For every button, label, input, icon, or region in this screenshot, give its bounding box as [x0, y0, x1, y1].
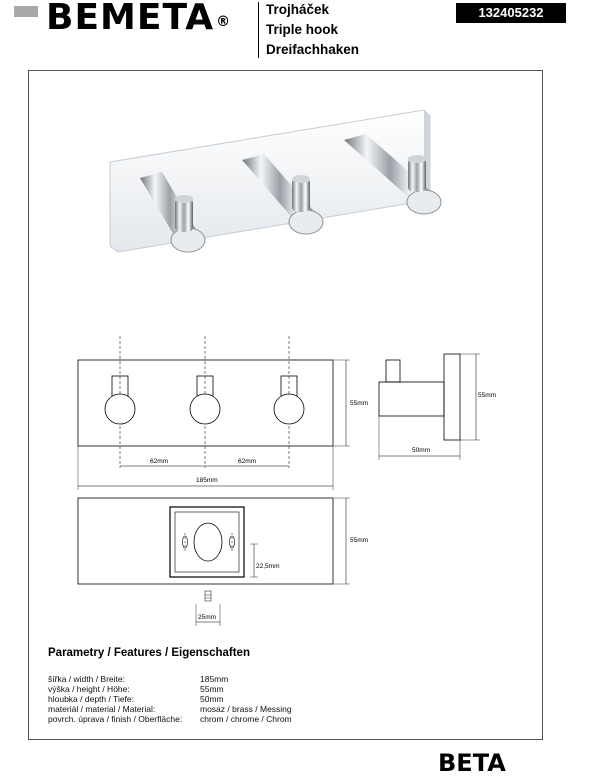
dim-back-height: 55mm: [350, 537, 369, 544]
spec-label-finish: povrch. úprava / finish / Oberfläche:: [48, 714, 183, 724]
back-view: [78, 498, 350, 626]
spec-label-height: výška / height / Höhe:: [48, 684, 130, 694]
dim-spacing-left: 62mm: [150, 458, 169, 465]
title-en: Triple hook: [266, 22, 339, 37]
spec-value-material: mosaz / brass / Messing: [200, 704, 292, 714]
spec-value-width: 185mm: [200, 674, 229, 684]
dim-spacing-right: 62mm: [238, 458, 257, 465]
brand-name: BEMETA: [46, 0, 215, 38]
dim-side-height: 55mm: [478, 392, 497, 399]
features-title: Parametry / Features / Eigenschaften: [48, 647, 250, 659]
product-photo: [110, 110, 441, 252]
dim-mount-width: 25mm: [198, 614, 217, 621]
title-cz: Trojháček: [266, 2, 330, 17]
dim-mount-offset: 22,5mm: [256, 563, 280, 570]
dim-total-width: 185mm: [196, 477, 218, 484]
front-view: [78, 336, 350, 490]
spec-value-depth: 50mm: [200, 694, 224, 704]
side-view: [379, 354, 480, 460]
spec-value-height: 55mm: [200, 684, 224, 694]
trademark-symbol: ®: [216, 14, 232, 30]
spec-value-finish: chrom / chrome / Chrom: [200, 714, 292, 724]
title-de: Dreifachhaken: [266, 42, 360, 57]
spec-label-material: materiál / material / Material:: [48, 704, 156, 714]
dim-side-depth: 50mm: [412, 447, 431, 454]
product-code: 132405232: [456, 3, 566, 23]
series-name: BETA: [438, 749, 506, 777]
spec-label-depth: hloubka / depth / Tiefe:: [48, 694, 135, 704]
dim-front-height: 55mm: [350, 400, 369, 407]
spec-label-width: šířka / width / Breite:: [48, 674, 125, 684]
